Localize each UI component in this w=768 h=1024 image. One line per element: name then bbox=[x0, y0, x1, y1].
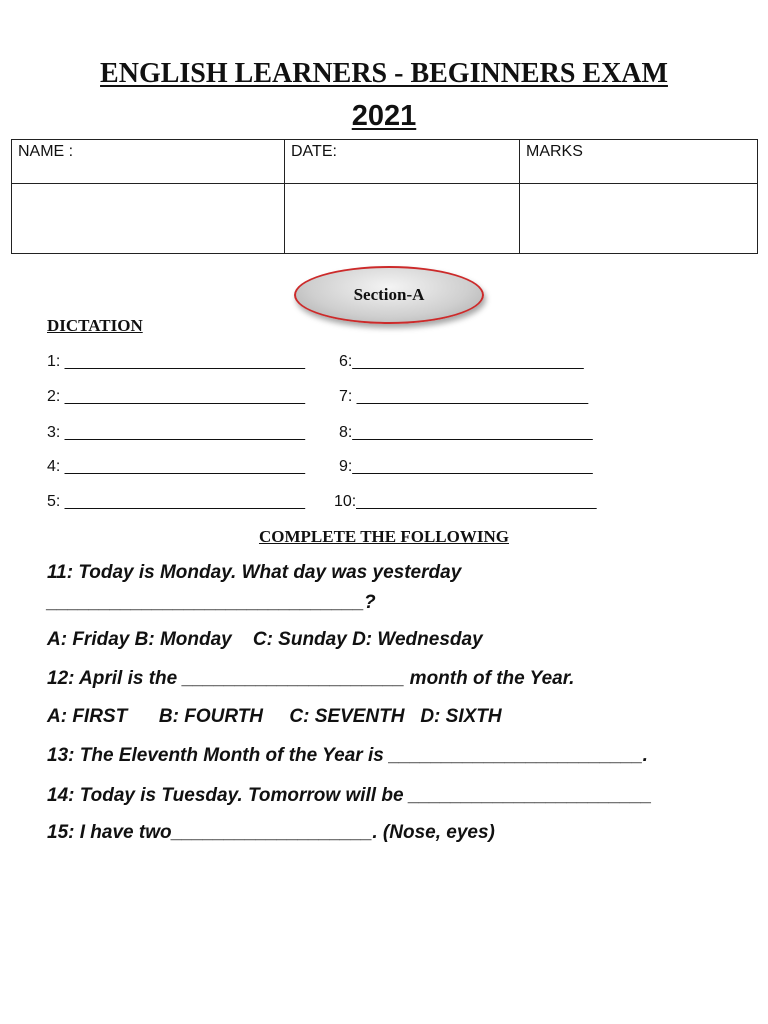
section-a-badge bbox=[294, 266, 484, 324]
marks-field[interactable] bbox=[520, 184, 758, 254]
dictation-heading: DICTATION bbox=[47, 316, 143, 335]
question-12: 12: April is the _____________________ month of the Year. bbox=[47, 668, 575, 689]
dictation-item-1: 1: ___________________________ bbox=[47, 353, 306, 370]
name-label: NAME : bbox=[12, 140, 285, 184]
date-label: DATE: bbox=[285, 140, 520, 184]
question-11: 11: Today is Monday. What day was yesterday bbox=[47, 562, 462, 583]
dictation-item-10: 10:___________________________ bbox=[334, 493, 597, 510]
dictation-item-7: 7: __________________________ bbox=[339, 388, 589, 405]
marks-label: MARKS bbox=[520, 140, 758, 184]
dictation-item-2: 2: ___________________________ bbox=[47, 388, 306, 405]
exam-title: ENGLISH LEARNERS - BEGINNERS EXAM bbox=[100, 58, 668, 89]
dictation-item-5: 5: ___________________________ bbox=[47, 493, 306, 510]
dictation-item-8: 8:___________________________ bbox=[339, 424, 593, 441]
exam-year: 2021 bbox=[351, 100, 417, 132]
name-field[interactable] bbox=[12, 184, 285, 254]
question-12-options: A: FIRST B: FOURTH C: SEVENTH D: SIXTH bbox=[47, 706, 502, 727]
dictation-item-3: 3: ___________________________ bbox=[47, 424, 306, 441]
question-14: 14: Today is Tuesday. Tomorrow will be _______________________ bbox=[47, 785, 652, 806]
question-11-blank: ______________________________? bbox=[47, 592, 376, 613]
question-13: 13: The Eleventh Month of the Year is ________________________. bbox=[47, 745, 648, 766]
complete-heading: COMPLETE THE FOLLOWING bbox=[258, 527, 509, 546]
dictation-item-9: 9:___________________________ bbox=[339, 458, 593, 475]
dictation-item-4: 4: ___________________________ bbox=[47, 458, 306, 475]
dictation-item-6: 6:__________________________ bbox=[339, 353, 584, 370]
question-11-options: A: Friday B: Monday C: Sunday D: Wednesday bbox=[47, 629, 483, 650]
section-label: Section-A bbox=[353, 285, 425, 304]
question-15: 15: I have two___________________. (Nose, eyes) bbox=[47, 822, 495, 843]
date-field[interactable] bbox=[285, 184, 520, 254]
student-info-table bbox=[11, 139, 758, 254]
